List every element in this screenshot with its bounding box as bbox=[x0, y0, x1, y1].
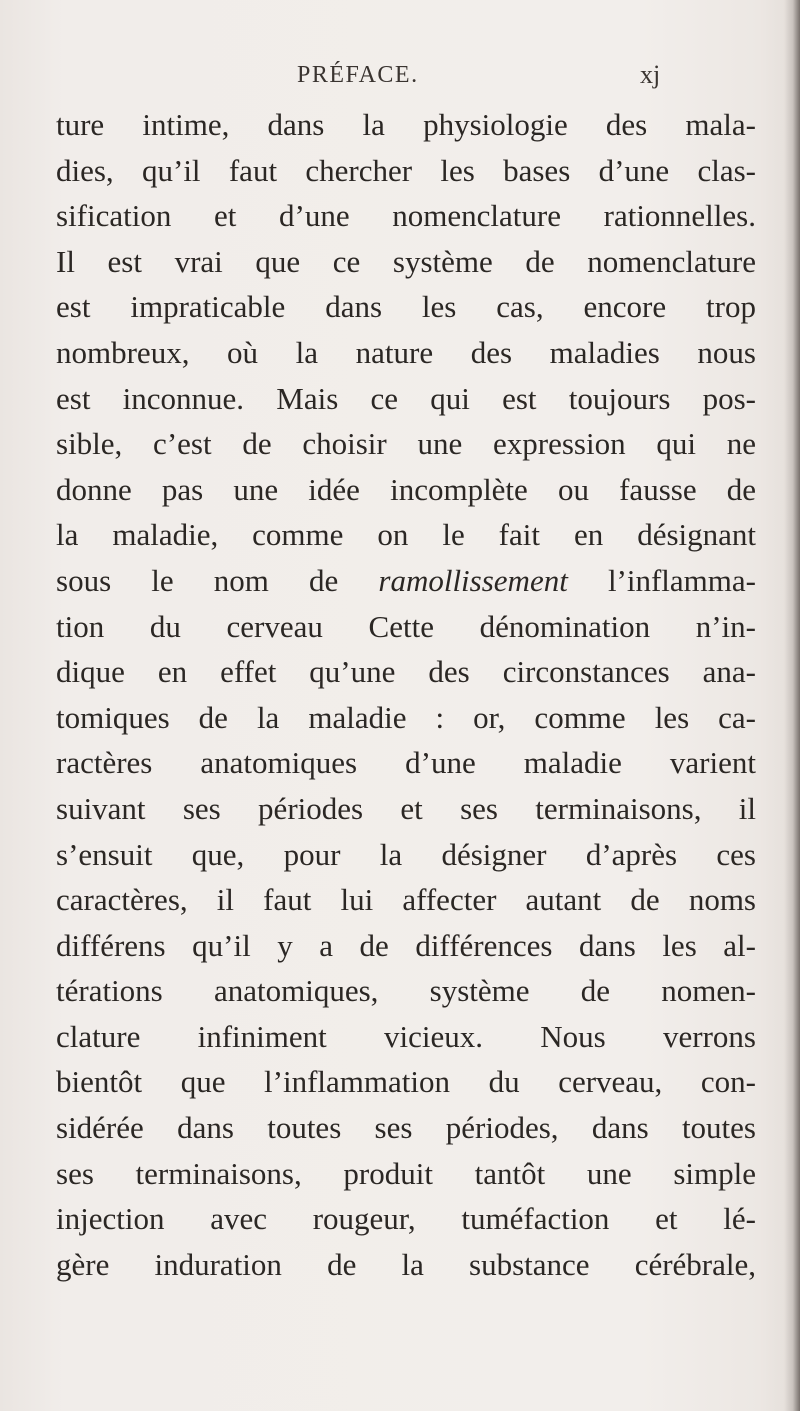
text-line: clature infiniment vicieux. Nous verrons bbox=[56, 1018, 756, 1054]
text-line: injection avec rougeur, tuméfaction et lé- bbox=[56, 1201, 756, 1237]
text-line: Il est vrai que ce système de nomenclature bbox=[56, 243, 756, 279]
text-line: suivant ses périodes et ses terminaisons, il bbox=[56, 790, 756, 826]
text-line: ture intime, dans la physiologie des mala- bbox=[56, 107, 756, 142]
text-line: sidérée dans toutes ses périodes, dans toutes bbox=[56, 1110, 756, 1146]
page-header bbox=[0, 56, 800, 96]
text-line: caractères, il faut lui affecter autant de noms bbox=[56, 882, 756, 918]
text-line: est impraticable dans les cas, encore trop bbox=[56, 289, 756, 325]
text-line: dique en effet qu’une des circonstances ana- bbox=[56, 654, 756, 690]
text-line: térations anatomiques, système de nomen- bbox=[56, 973, 756, 1009]
text-line: gère induration de la substance cérébrale, bbox=[56, 1246, 756, 1282]
text-line: dies, qu’il faut chercher les bases d’une clas- bbox=[56, 152, 756, 188]
page-number: xj bbox=[640, 60, 661, 89]
text-line: tomiques de la maladie : or, comme les ca- bbox=[56, 699, 756, 735]
text-line: s’ensuit que, pour la désigner d’après ces bbox=[56, 836, 756, 872]
text-line: est inconnue. Mais ce qui est toujours pos- bbox=[56, 380, 756, 416]
italic-term: ramollissement bbox=[378, 562, 568, 598]
text-line: sible, c’est de choisir une expression qui ne bbox=[56, 426, 756, 462]
text-line: différens qu’il y a de différences dans les al- bbox=[56, 927, 756, 963]
text-line: nombreux, où la nature des maladies nous bbox=[56, 334, 756, 370]
text-line: tion du cerveau Cette dénomination n’in- bbox=[56, 608, 756, 644]
text-line: ses terminaisons, produit tantôt une simple bbox=[56, 1155, 756, 1191]
text-line: bientôt que l’inflammation du cerveau, con- bbox=[56, 1064, 756, 1100]
text-line: la maladie, comme on le fait en désignant bbox=[56, 517, 756, 553]
page-edge-shadow bbox=[784, 0, 800, 1411]
text-line-with-italic bbox=[56, 558, 756, 604]
text-fragment: l’inflamma- bbox=[607, 562, 756, 598]
body-text bbox=[56, 102, 756, 1287]
text-line: donne pas une idée incomplète ou fausse de bbox=[56, 471, 756, 507]
running-title: PRÉFACE. bbox=[297, 62, 419, 88]
text-fragment: sous le nom de bbox=[56, 562, 339, 598]
text-line: ractères anatomiques d’une maladie varient bbox=[56, 745, 756, 781]
text-line: sification et d’une nomenclature rationnelles. bbox=[56, 198, 756, 234]
